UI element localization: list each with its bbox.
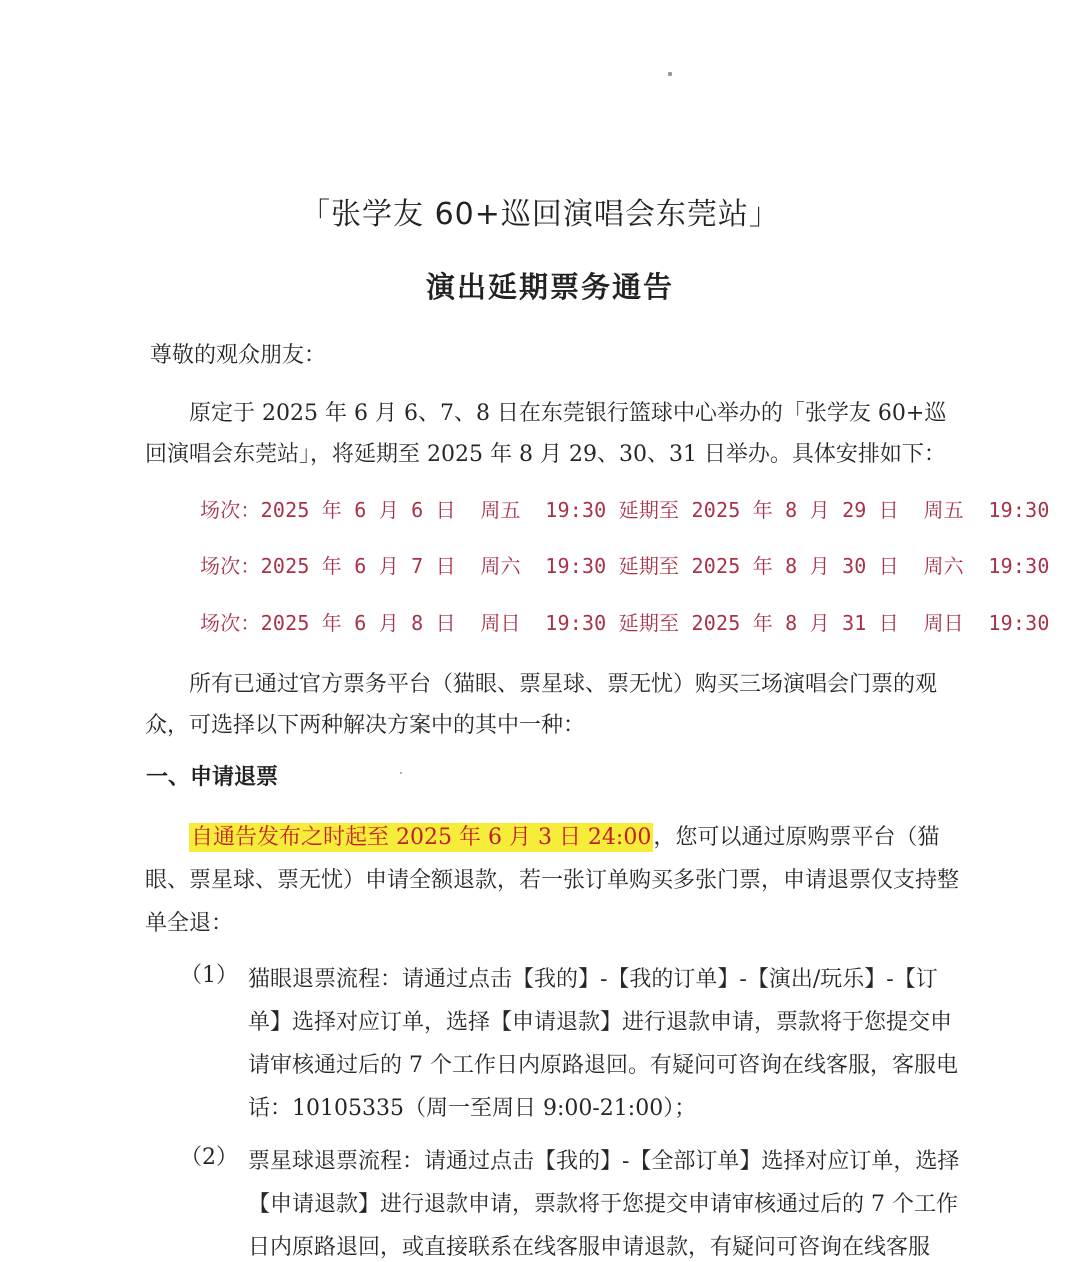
- notice-title: 「张学友 60+巡回演唱会东莞站」: [300, 197, 780, 232]
- refund-paragraph: [145, 816, 965, 945]
- session-line: 场次：2025 年 6 月 6 日 周五 19:30 延期至 2025 年 8 月 29 日 周五 19:30: [200, 498, 1050, 522]
- deadline-highlight: 自通告发布之时起至 2025 年 6 月 3 日 24:00: [191, 825, 652, 850]
- options-paragraph: 所有已通过官方票务平台（猫眼、票星球、票无忧）购买三场演唱会门票的观众，可选择以下两种解决方案中的其中一种：: [145, 672, 938, 738]
- section-heading-refund: 一、申请退票: [146, 765, 279, 790]
- list-item: [180, 958, 960, 1130]
- greeting: 尊敬的观众朋友：: [150, 343, 327, 368]
- list-item: [180, 1140, 960, 1262]
- scan-speck: [668, 72, 672, 76]
- list-item-text: 猫眼退票流程：请通过点击【我的】-【我的订单】-【演出/玩乐】-【订单】选择对应订单，选择【申请退款】进行退款申请，票款将于您提交申请审核通过后的 7 个工作日内原路退回。有疑问可咨询在线客服，客服电话：10105335（周一至周日 9:00-21:00）；: [248, 967, 958, 1121]
- session-line: 场次：2025 年 6 月 8 日 周日 19:30 延期至 2025 年 8 月 31 日 周日 19:30: [200, 611, 1050, 635]
- list-item-number: （1）: [180, 963, 238, 988]
- notice-subtitle: 演出延期票务通告: [425, 270, 674, 304]
- refund-paragraph-text: ，您可以通过原购票平台（猫眼、票星球、票无忧）申请全额退款，若一张订单购买多张门票，申请退票仅支持整单全退：: [145, 825, 960, 936]
- list-item-text: 票星球退票流程：请通过点击【我的】-【全部订单】选择对应订单，选择【申请退款】进行退款申请，票款将于您提交申请审核通过后的 7 个工作日内原路退回，或直接联系在线客服申请退款，有疑问可咨询在线客服: [248, 1149, 960, 1260]
- list-item-number: （2）: [180, 1145, 238, 1170]
- session-line: 场次：2025 年 6 月 7 日 周六 19:30 延期至 2025 年 8 月 30 日 周六 19:30: [200, 554, 1050, 578]
- intro-paragraph: 原定于 2025 年 6 月 6、7、8 日在东莞银行篮球中心举办的「张学友 60+巡回演唱会东莞站」，将延期至 2025 年 8 月 29、30、31 日举办。具体安排如下：: [145, 401, 947, 467]
- scan-speck: [400, 772, 402, 774]
